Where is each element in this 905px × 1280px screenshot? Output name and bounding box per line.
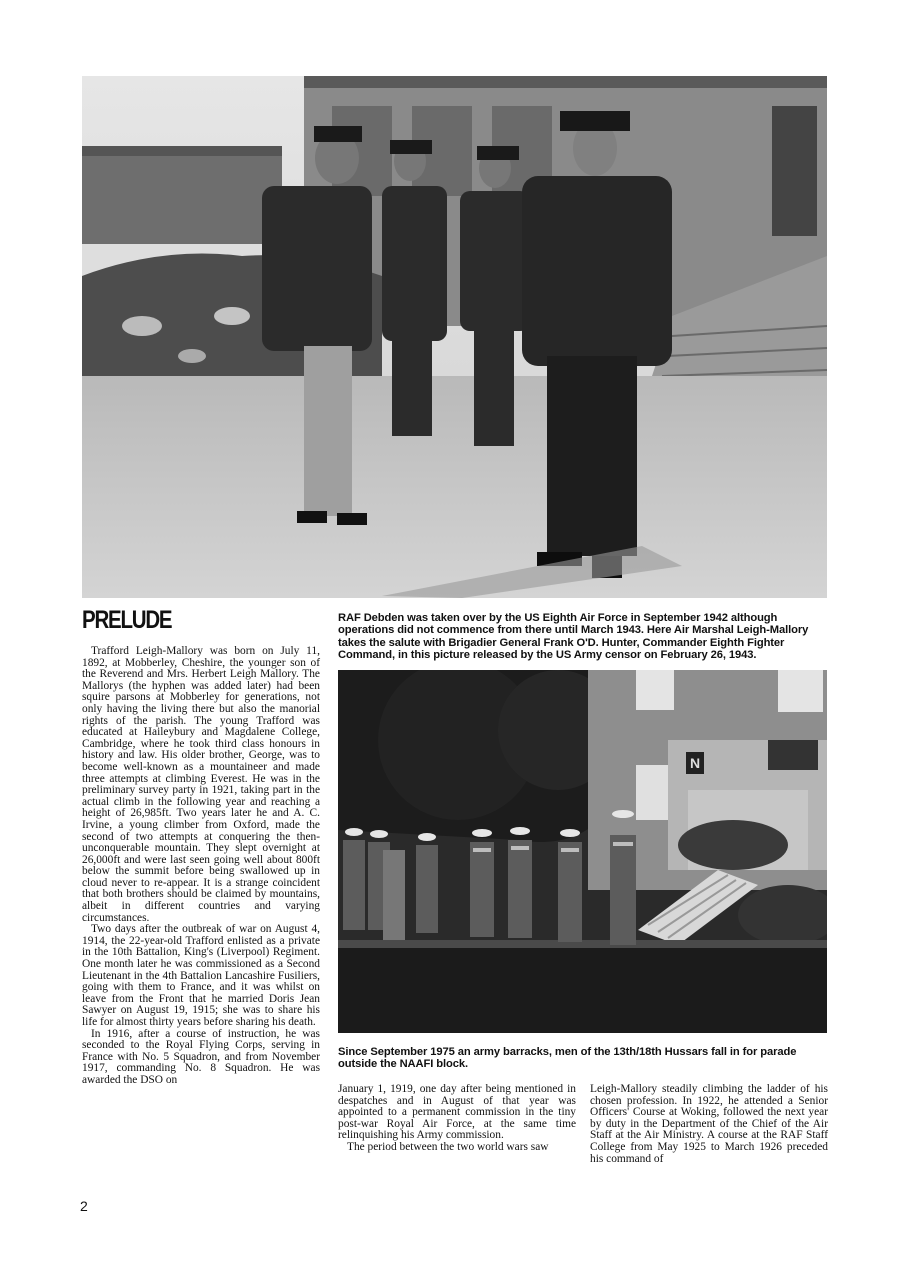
paragraph: The period between the two world wars saw <box>347 1140 549 1153</box>
paragraph: Leigh-Mallory steadily climbing the ladder of his chosen profession. In 1922, he attended a Senior Officers' Course at Woking, followed the next year by duty in the Department of the Chief of the Air Staff at the Air Ministry. A course at the RAF Staff College from May 1925 to March 1926 preceded his command of <box>590 1083 828 1165</box>
body-column-left <box>82 646 320 1087</box>
paragraph: Two days after the outbreak of war on August 4, 1914, the 22-year-old Trafford enlisted as a private in the 10th Battalion, King's (Liverpool) Regiment. One month later he was commissioned as a Second Lieutenant in the 4th Battalion Lancashire Fusiliers, going with them to France, and it was whilst on leave from the Front that he married Doris Jean Sawyer on August 19, 1915; she was to share his life for almost thirty years before sharing his death. <box>82 923 320 1028</box>
paragraph: Trafford Leigh-Mallory was born on July 11, 1892, at Mobberley, Cheshire, the younger son of the Reverend and Mrs. Herbert Leigh Mallory. The Mallorys (the hyphen was added later) had been squire parsons at Mobberley for generations, not only having the living there but also the manorial rights of the parish. The young Trafford was educated at Haileybury and Magdalene College, Cambridge, where he took third class honours in history and law. His older brother, George, was to become well-known as a mountaineer and made three attempts at climbing Everest. He was in the preliminary survey party in 1921, taking part in the actual climb in the following year and reaching a height of 26,985ft. Two years later he and A. C. Irvine, a young climber from Oxford, made the second of two attempts at conquering the then-unconquerable mountain. They slept overnight at 26,000ft and were last seen going well about 800ft below the summit before being swallowed up in cloud never to re-appear. It is a strange coincident that both brothers should be claimed by mountains, albeit in different countries and varying circumstances. <box>82 645 320 924</box>
body-column-middle <box>338 1084 576 1154</box>
naafi-sign-text: N <box>689 755 701 771</box>
paragraph: In 1916, after a course of instruction, he was seconded to the Royal Flying Corps, serving in France with No. 5 Squadron, and from November 1917, commanding No. 8 Squadron. He was awarded the DSO on <box>82 1027 320 1086</box>
photo-officers-saluting-image <box>82 76 827 598</box>
photo-hussars-parade-image <box>338 670 827 1033</box>
body-column-right <box>590 1084 828 1165</box>
photo-hussars-parade <box>338 670 827 1033</box>
photo-officers-saluting <box>82 76 827 598</box>
caption-top-photo: RAF Debden was taken over by the US Eighth Air Force in September 1942 although operations did not commence from there until March 1943. Here Air Marshal Leigh-Mallory takes the salute with Brigadier General Frank O'D. Hunter, Commander Eighth Fighter Command, in this picture released by the US Army censor on February 26, 1943. <box>338 612 809 661</box>
paragraph: January 1, 1919, one day after being mentioned in despatches and in August of that year was appointed to a permanent commission in the tiny post-war Royal Air Force, at the same time relinquishing his Army commission. <box>338 1083 576 1142</box>
caption-bottom-photo: Since September 1975 an army barracks, men of the 13th/18th Hussars fall in for parade outside the NAAFI block. <box>338 1046 797 1071</box>
page-heading: PRELUDE <box>82 606 172 634</box>
page-number: 2 <box>80 1198 88 1214</box>
